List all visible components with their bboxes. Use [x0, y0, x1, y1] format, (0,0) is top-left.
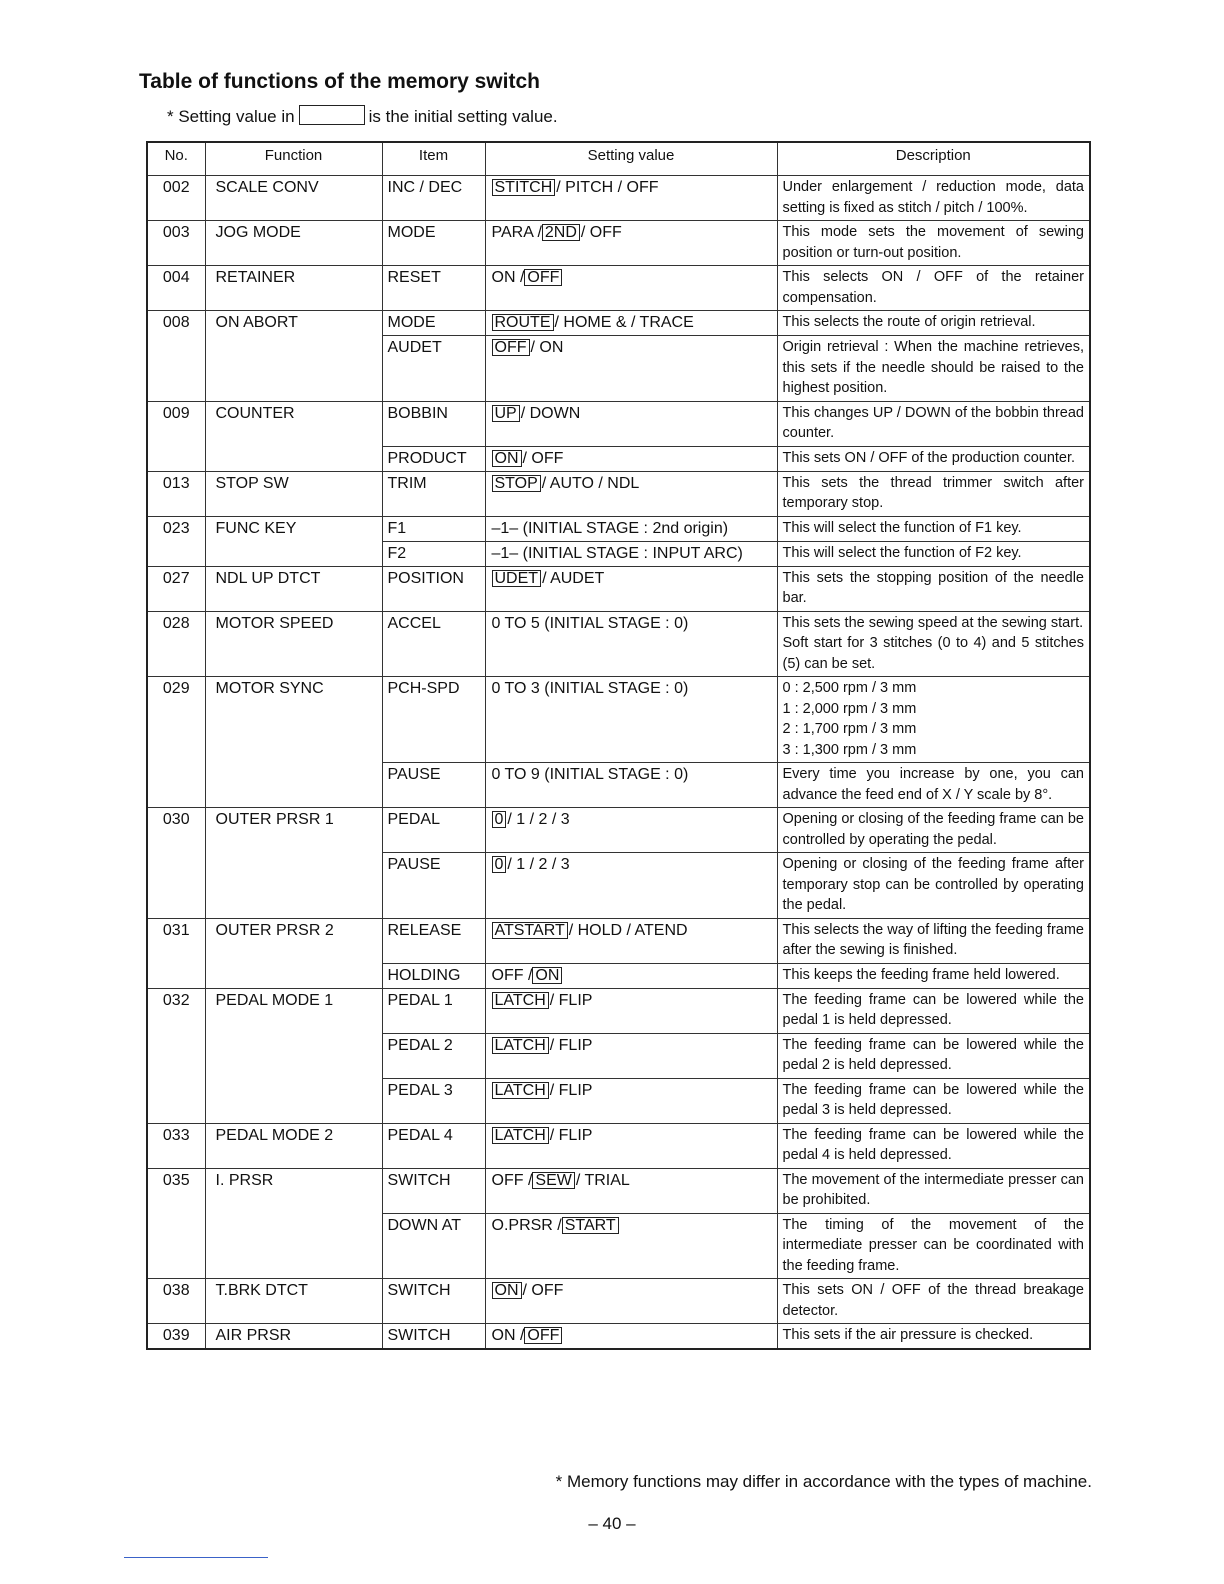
cell-setting-value [485, 516, 777, 541]
cell-setting-value [485, 1168, 777, 1213]
cell-description [777, 516, 1090, 541]
cell-item: F2 [382, 541, 485, 566]
cell-setting-value [485, 763, 777, 808]
table-row [147, 1168, 1090, 1213]
cell-function: MOTOR SPEED [205, 611, 382, 677]
cell-function: STOP SW [205, 471, 382, 516]
cell-no: 030 [147, 808, 205, 919]
cell-description [777, 566, 1090, 611]
description-line: This sets ON / OFF of the thread breakage detector. [782, 1282, 1084, 1319]
description-line: This changes UP / DOWN of the bobbin thread counter. [782, 404, 1084, 441]
cell-function: FUNC KEY [205, 516, 382, 566]
cell-item: SWITCH [382, 1324, 485, 1350]
setting-option: / PITCH / OFF [556, 179, 659, 196]
cell-description [777, 1279, 1090, 1324]
cell-no: 023 [147, 516, 205, 566]
cell-item: SWITCH [382, 1279, 485, 1324]
cell-setting-value [485, 266, 777, 311]
cell-no: 038 [147, 1279, 205, 1324]
cell-setting-value [485, 1123, 777, 1168]
description-line: This selects ON / OFF of the retainer compensation. [782, 269, 1084, 306]
setting-option: –1– (INITIAL STAGE : 2nd origin) [491, 519, 729, 537]
cell-description [777, 763, 1090, 808]
cell-item: PEDAL [382, 808, 485, 853]
cell-no: 035 [147, 1168, 205, 1279]
description-line: 0 : 2,500 rpm / 3 mm [782, 680, 917, 696]
cell-description [777, 1213, 1090, 1279]
cell-setting-value [485, 446, 777, 471]
footnote: * Memory functions may differ in accordance with the types of machine. [555, 1472, 1092, 1491]
header-setting-value: Setting value [485, 142, 777, 176]
setting-option: / HOLD / ATEND [568, 921, 688, 939]
initial-setting-value: ON [532, 967, 562, 984]
table-row [147, 1123, 1090, 1168]
description-line: This sets the stopping position of the needle bar. [782, 569, 1084, 606]
setting-option: PARA / [491, 224, 542, 241]
initial-setting-value: SEW [532, 1172, 574, 1189]
setting-option: / 1 / 2 / 3 [507, 856, 570, 873]
header-description: Description [777, 142, 1090, 176]
setting-option: / OFF [580, 224, 622, 241]
cell-setting-value [485, 918, 777, 963]
initial-setting-value: 2ND [542, 224, 580, 241]
cell-description [777, 1324, 1090, 1350]
cell-setting-value [485, 1324, 777, 1350]
setting-option: / OFF [522, 449, 564, 467]
cell-description [777, 446, 1090, 471]
description-line: Every time you increase by one, you can advance the feed end of X / Y scale by 8°. [782, 766, 1084, 803]
description-line: 2 : 1,700 rpm / 3 mm [782, 721, 917, 737]
cell-description [777, 336, 1090, 402]
cell-item: ACCEL [382, 611, 485, 677]
table-row [147, 1324, 1090, 1350]
initial-setting-value: LATCH [492, 1127, 549, 1144]
description-line: The feeding frame can be lowered while the pedal 4 is held depressed. [782, 1126, 1084, 1163]
description-line: This will select the function of F2 key. [782, 544, 1022, 561]
table-row [147, 266, 1090, 311]
cell-setting-value [485, 1213, 777, 1279]
cell-no: 032 [147, 988, 205, 1123]
initial-setting-value: ON [492, 450, 522, 467]
cell-item: AUDET [382, 336, 485, 402]
table-row [147, 311, 1090, 336]
cell-function: OUTER PRSR 1 [205, 808, 382, 919]
description-line: This selects the route of origin retrieval. [782, 314, 1036, 330]
description-line: This mode sets the movement of sewing position or turn-out position. [782, 224, 1084, 261]
cell-function: PEDAL MODE 1 [205, 988, 382, 1123]
cell-description [777, 988, 1090, 1033]
cell-item: PEDAL 3 [382, 1078, 485, 1123]
setting-option: OFF / [491, 1171, 533, 1189]
cell-function: RETAINER [205, 266, 382, 311]
initial-setting-value: START [562, 1217, 619, 1234]
description-line: This sets if the air pressure is checked. [782, 1327, 1034, 1343]
cell-description [777, 541, 1090, 566]
description-line: The feeding frame can be lowered while the pedal 3 is held depressed. [782, 1081, 1084, 1118]
initial-setting-value: 0 [492, 856, 507, 873]
cell-item: PAUSE [382, 853, 485, 919]
cell-description [777, 1033, 1090, 1078]
initial-setting-value: ON [492, 1282, 522, 1299]
cell-item: INC / DEC [382, 176, 485, 221]
cell-setting-value [485, 1033, 777, 1078]
description-line: This keeps the feeding frame held lowered. [782, 966, 1060, 983]
setting-option: / FLIP [549, 1036, 593, 1054]
initial-value-note [167, 105, 558, 127]
table-row [147, 401, 1090, 446]
cell-setting-value [485, 176, 777, 221]
description-line: Opening or closing of the feeding frame after temporary stop can be controlled by operating the pedal. [782, 856, 1084, 913]
cell-setting-value [485, 566, 777, 611]
description-line: Opening or closing of the feeding frame can be controlled by operating the pedal. [782, 811, 1084, 848]
table-row [147, 677, 1090, 763]
cell-item: HOLDING [382, 963, 485, 988]
cell-function: OUTER PRSR 2 [205, 918, 382, 988]
description-line: This sets the thread trimmer switch after temporary stop. [782, 474, 1084, 511]
setting-option: ON / [491, 269, 525, 286]
cell-function: MOTOR SYNC [205, 677, 382, 808]
initial-setting-value: LATCH [492, 1037, 549, 1054]
cell-item: PEDAL 2 [382, 1033, 485, 1078]
table-row [147, 176, 1090, 221]
cell-function: JOG MODE [205, 221, 382, 266]
cell-item: PEDAL 4 [382, 1123, 485, 1168]
cell-no: 013 [147, 471, 205, 516]
cell-description [777, 611, 1090, 677]
initial-setting-value: LATCH [492, 1082, 549, 1099]
cell-setting-value [485, 853, 777, 919]
description-line: The timing of the movement of the intermediate presser can be coordinated with the feeding frame. [782, 1216, 1084, 1274]
initial-setting-value: ATSTART [492, 922, 568, 939]
table-body [147, 176, 1090, 1350]
cell-function: I. PRSR [205, 1168, 382, 1279]
initial-setting-value: LATCH [492, 992, 549, 1009]
initial-setting-value: 0 [492, 811, 507, 828]
description-line: This selects the way of lifting the feeding frame after the sewing is finished. [782, 921, 1084, 958]
cell-no: 027 [147, 566, 205, 611]
cell-item: PAUSE [382, 763, 485, 808]
table-row [147, 566, 1090, 611]
cell-function: AIR PRSR [205, 1324, 382, 1350]
cell-setting-value [485, 336, 777, 402]
table-row [147, 808, 1090, 853]
table-row [147, 471, 1090, 516]
setting-option: 0 TO 9 (INITIAL STAGE : 0) [491, 766, 689, 783]
cell-item: SWITCH [382, 1168, 485, 1213]
cell-function: T.BRK DTCT [205, 1279, 382, 1324]
cell-description [777, 1123, 1090, 1168]
cell-description [777, 677, 1090, 763]
cell-description [777, 221, 1090, 266]
setting-option: / DOWN [520, 404, 581, 422]
cell-item: POSITION [382, 566, 485, 611]
setting-option: / FLIP [549, 1126, 593, 1144]
setting-option: / FLIP [549, 1081, 593, 1099]
setting-option: / ON [530, 339, 564, 356]
cell-function: COUNTER [205, 401, 382, 471]
initial-setting-value: UP [492, 405, 520, 422]
setting-option: / AUDET [542, 569, 605, 587]
cell-item: PCH-SPD [382, 677, 485, 763]
cell-item: PRODUCT [382, 446, 485, 471]
cell-description [777, 963, 1090, 988]
cell-no: 039 [147, 1324, 205, 1350]
cell-no: 033 [147, 1123, 205, 1168]
cell-setting-value [485, 311, 777, 336]
setting-option: 0 TO 5 (INITIAL STAGE : 0) [491, 614, 689, 632]
description-line: Soft start for 3 stitches (0 to 4) and 5 stitches (5) can be set. [782, 635, 1084, 672]
cell-item: RESET [382, 266, 485, 311]
description-line: Origin retrieval : When the machine retrieves, this sets if the needle should be raised to the highest position. [782, 339, 1084, 396]
table-row [147, 918, 1090, 963]
cell-description [777, 853, 1090, 919]
setting-option: ON / [491, 1327, 525, 1344]
initial-setting-value: ROUTE [492, 314, 554, 331]
setting-option: / TRIAL [575, 1171, 630, 1189]
header-function: Function [205, 142, 382, 176]
cell-setting-value [485, 988, 777, 1033]
cell-no: 003 [147, 221, 205, 266]
cell-description [777, 311, 1090, 336]
cell-description [777, 471, 1090, 516]
setting-option: / HOME & / TRACE [554, 314, 694, 331]
page-title: Table of functions of the memory switch [139, 70, 540, 93]
cell-item: RELEASE [382, 918, 485, 963]
initial-setting-value: STITCH [492, 179, 556, 196]
cell-no: 009 [147, 401, 205, 471]
description-line: This sets ON / OFF of the production counter. [782, 449, 1076, 466]
cell-setting-value [485, 808, 777, 853]
cell-item: F1 [382, 516, 485, 541]
cell-description [777, 1078, 1090, 1123]
initial-value-box-sample [299, 105, 365, 125]
description-line: The feeding frame can be lowered while the pedal 1 is held depressed. [782, 991, 1084, 1028]
cell-description [777, 176, 1090, 221]
description-line: This sets the sewing speed at the sewing start. [782, 614, 1084, 631]
cell-setting-value [485, 611, 777, 677]
setting-option: / OFF [522, 1282, 564, 1299]
setting-option: O.PRSR / [491, 1216, 562, 1234]
description-line: 1 : 2,000 rpm / 3 mm [782, 700, 917, 717]
initial-setting-value: OFF [524, 269, 562, 286]
table-row [147, 611, 1090, 677]
header-no: No. [147, 142, 205, 176]
cell-setting-value [485, 1078, 777, 1123]
initial-setting-value: UDET [492, 570, 542, 587]
cell-setting-value [485, 677, 777, 763]
header-item: Item [382, 142, 485, 176]
initial-setting-value: STOP [492, 475, 541, 492]
cell-function: NDL UP DTCT [205, 566, 382, 611]
page-number: – 40 – [588, 1514, 636, 1533]
description-line: 3 : 1,300 rpm / 3 mm [782, 741, 917, 758]
cell-no: 031 [147, 918, 205, 988]
cell-item: DOWN AT [382, 1213, 485, 1279]
cell-function: SCALE CONV [205, 176, 382, 221]
cell-function: PEDAL MODE 2 [205, 1123, 382, 1168]
cell-item: PEDAL 1 [382, 988, 485, 1033]
initial-setting-value: OFF [492, 339, 530, 356]
setting-option: / 1 / 2 / 3 [507, 811, 570, 828]
cell-no: 004 [147, 266, 205, 311]
cell-item: BOBBIN [382, 401, 485, 446]
cell-function: ON ABORT [205, 311, 382, 402]
setting-option: OFF / [491, 966, 533, 984]
cell-setting-value [485, 963, 777, 988]
memory-switch-table [146, 141, 1091, 1350]
cell-item: TRIM [382, 471, 485, 516]
cell-no: 008 [147, 311, 205, 402]
cell-setting-value [485, 1279, 777, 1324]
cell-description [777, 918, 1090, 963]
bottom-rule [124, 1557, 268, 1558]
note-suffix: is the initial setting value. [368, 107, 558, 126]
cell-item: MODE [382, 221, 485, 266]
setting-option: / AUTO / NDL [541, 474, 640, 492]
description-line: This will select the function of F1 key. [782, 519, 1022, 536]
table-row [147, 988, 1090, 1033]
description-line: The feeding frame can be lowered while the pedal 2 is held depressed. [782, 1036, 1084, 1073]
cell-setting-value [485, 471, 777, 516]
description-line: Under enlargement / reduction mode, data setting is fixed as stitch / pitch / 100%. [782, 179, 1084, 216]
table-row [147, 1279, 1090, 1324]
setting-option: 0 TO 3 (INITIAL STAGE : 0) [491, 680, 689, 697]
cell-no: 002 [147, 176, 205, 221]
cell-description [777, 1168, 1090, 1213]
setting-option: / FLIP [549, 991, 593, 1009]
table-header-row [147, 142, 1090, 176]
cell-description [777, 808, 1090, 853]
setting-option: –1– (INITIAL STAGE : INPUT ARC) [491, 544, 743, 562]
cell-no: 029 [147, 677, 205, 808]
cell-description [777, 266, 1090, 311]
cell-setting-value [485, 221, 777, 266]
cell-setting-value [485, 401, 777, 446]
note-prefix: * Setting value in [167, 107, 295, 126]
cell-no: 028 [147, 611, 205, 677]
cell-setting-value [485, 541, 777, 566]
cell-description [777, 401, 1090, 446]
description-line: The movement of the intermediate presser can be prohibited. [782, 1171, 1084, 1208]
initial-setting-value: OFF [524, 1327, 562, 1344]
table-row [147, 516, 1090, 541]
table-row [147, 221, 1090, 266]
cell-item: MODE [382, 311, 485, 336]
